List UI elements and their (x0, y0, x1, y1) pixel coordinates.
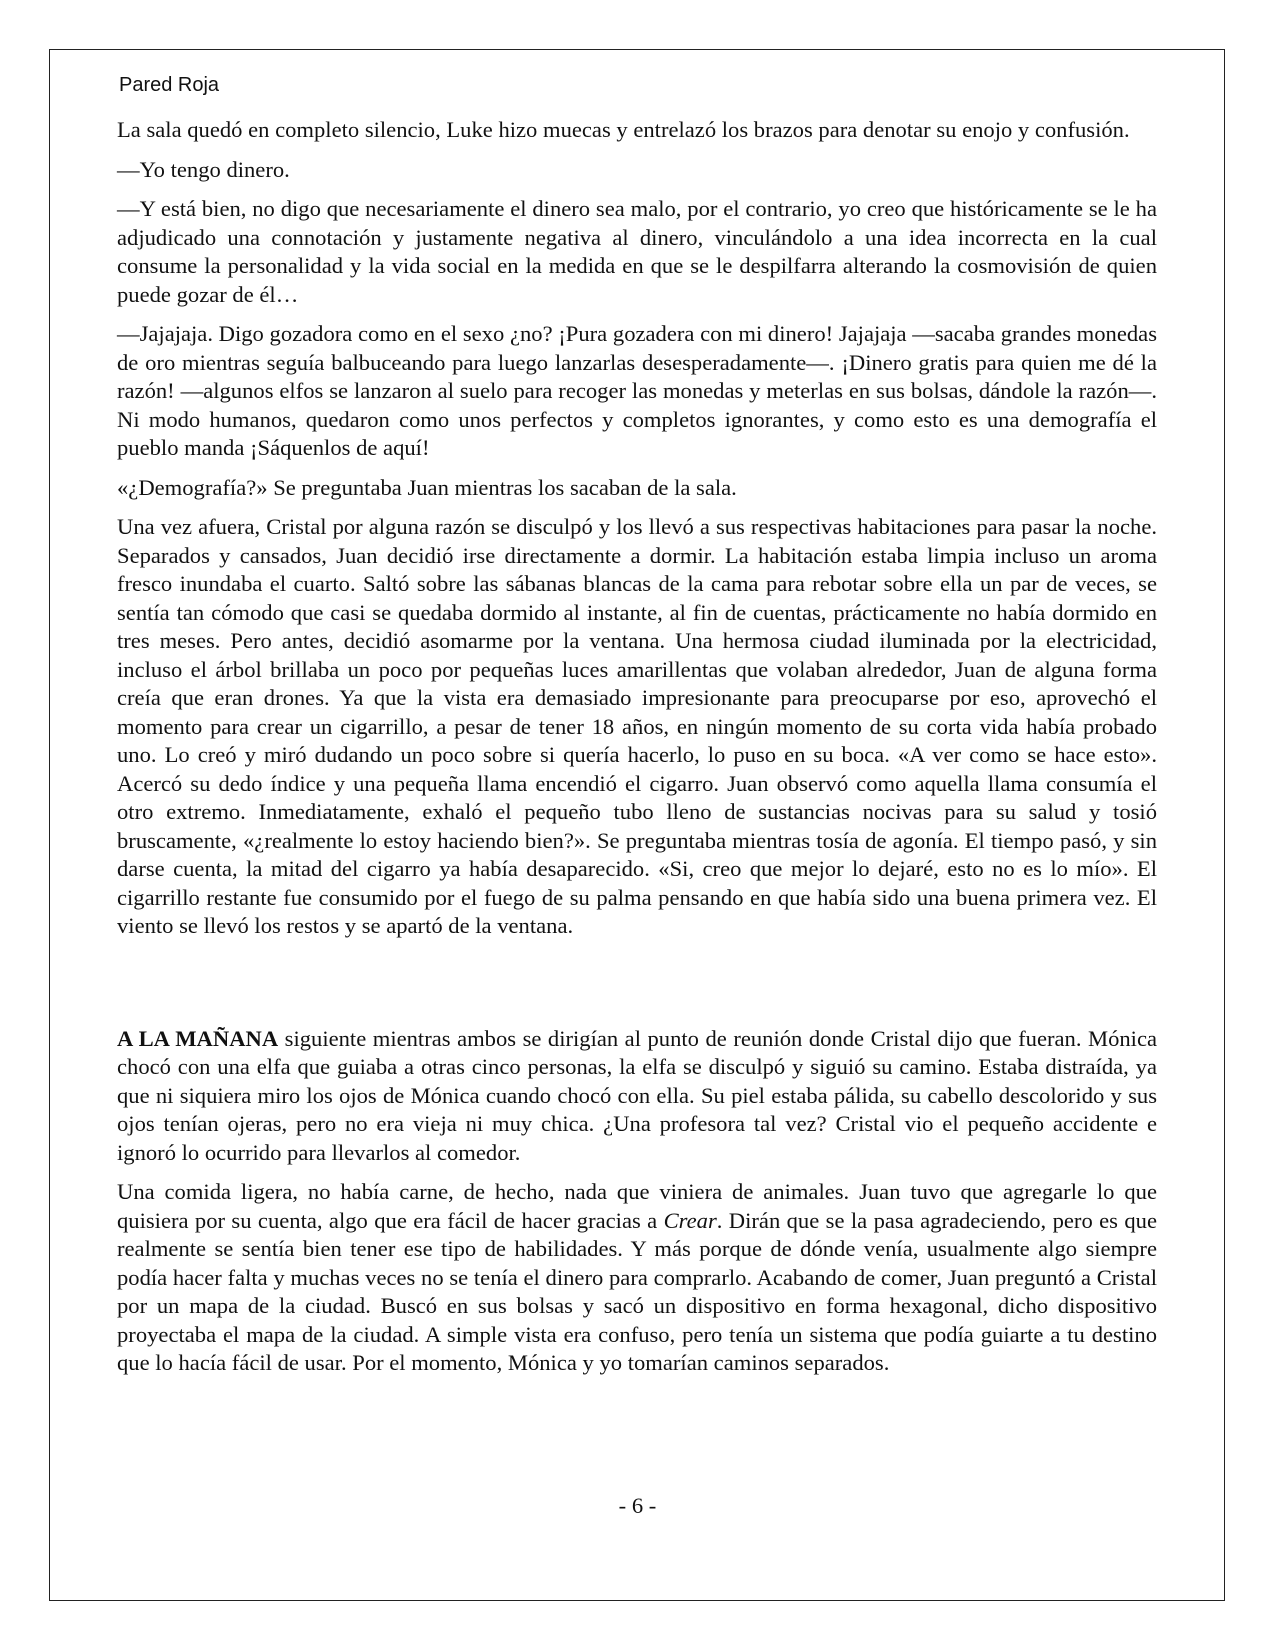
paragraph: Una vez afuera, Cristal por alguna razón se disculpó y los llevó a sus respectivas habitaciones para pasar la noche. Separados y cansados, Juan decidió irse directamente a dormir. La habitación estaba limpia incluso un aroma fresco inundaba el cuarto. Saltó sobre las sábanas blancas de la cama para rebotar sobre ella un par de veces, se sentía tan cómodo que casi se quedaba dormido al instante, al fin de cuentas, prácticamente no había dormido en tres meses. Pero antes, decidió asomarme por la ventana. Una hermosa ciudad iluminada por la electricidad, incluso el árbol brillaba un poco por pequeñas luces amarillentas que volaban alrededor, Juan de alguna forma creía que eran drones. Ya que la vista era demasiado impresionante para preocuparse por eso, aprovechó el momento para crear un cigarrillo, a pesar de tener 18 años, en ningún momento de su corta vida había probado uno. Lo creó y miró dudando un poco sobre si quería hacerlo, lo puso en su boca. «A ver como se hace esto». Acercó su dedo índice y una pequeña llama encendió el cigarro. Juan observó como aquella llama consumía el otro extremo. Inmediatamente, exhaló el pequeño tubo lleno de sustancias nocivas para su salud y tosió bruscamente, «¿realmente lo estoy haciendo bien?». Se preguntaba mientras tosía de agonía. El tiempo pasó, y sin darse cuenta, la mitad del cigarro ya había desaparecido. «Si, creo que mejor lo dejaré, esto no es lo mío». El cigarrillo restante fue consumido por el fuego de su palma pensando en que había sido una buena primera vez. El viento se llevó los restos y se apartó de la ventana. (117, 514, 1157, 938)
page-number: - 6 - (618, 1493, 657, 1518)
section-opening-paragraph (117, 1025, 1157, 1168)
paragraph: —Jajajaja. Digo gozadora como en el sexo ¿no? ¡Pura gozadera con mi dinero! Jajajaja —sacaba grandes monedas de oro mientras seguía balbuceando para luego lanzarlas desesperadamente—. ¡Dinero gratis para quien me dé la razón! —algunos elfos se lanzaron al suelo para recoger las monedas y meterlas en sus bolsas, dándole la razón—. Ni modo humanos, quedaron como unos perfectos y completos ignorantes, y como esto es una demografía el pueblo manda ¡Sáquenlos de aquí! (117, 321, 1157, 460)
running-header: Pared Roja (119, 74, 220, 96)
paragraph: —Yo tengo dinero. (117, 156, 290, 182)
body-text (117, 116, 1157, 1389)
paragraph (117, 1178, 1157, 1378)
paragraph: «¿Demografía?» Se preguntaba Juan mientras los sacaban de la sala. (117, 474, 737, 500)
paragraph-text: Una comida ligera, no había carne, de hecho, nada que viniera de animales. Juan tuvo que agregarle lo que quisiera por su cuenta, algo que era fácil de hacer gracias a (117, 1179, 1157, 1233)
paragraph: La sala quedó en completo silencio, Luke hizo muecas y entrelazó los brazos para denotar su enojo y confusión. (117, 117, 1130, 142)
italic-term: Crear (663, 1207, 717, 1233)
paragraph: —Y está bien, no digo que necesariamente el dinero sea malo, por el contrario, yo creo que históricamente se le ha adjudicado una connotación y justamente negativa al dinero, vinculándolo a una idea incorrecta en la cual consume la personalidad y la vida social en la medida en que se le despilfarra alterando la cosmovisión de quien puede gozar de él… (117, 196, 1157, 307)
section-lead-words: A LA MAÑANA (117, 1025, 279, 1051)
section-opening-text: siguiente mientras ambos se dirigían al punto de reunión donde Cristal dijo que fueran. Mónica chocó con una elfa que guiaba a otras cinco personas, la elfa se disculpó y siguió su camino. Estaba distraída, ya que ni siquiera miro los ojos de Mónica cuando chocó con ella. Su piel estaba pálida, su cabello descolorido y sus ojos tenían ojeras, pero no era vieja ni muy chica. ¿Una profesora tal vez? Cristal vio el pequeño accidente e ignoró lo ocurrido para llevarlos al comedor. (117, 1025, 1158, 1165)
paragraph-text: . Dirán que se la pasa agradeciendo, pero es que realmente se sentía bien tener ese tipo de habilidades. Y más porque de dónde venía, usualmente algo siempre podía hacer falta y muchas veces no se tenía el dinero para comprarlo. Acabando de comer, Juan preguntó a Cristal por un mapa de la ciudad. Buscó en sus bolsas y sacó un dispositivo en forma hexagonal, dicho dispositivo proyectaba el mapa de la ciudad. A simple vista era confuso, pero tenía un sistema que podía guiarte a tu destino que lo hacía fácil de usar. Por el momento, Mónica y yo tomarían caminos separados. (117, 1207, 1157, 1375)
